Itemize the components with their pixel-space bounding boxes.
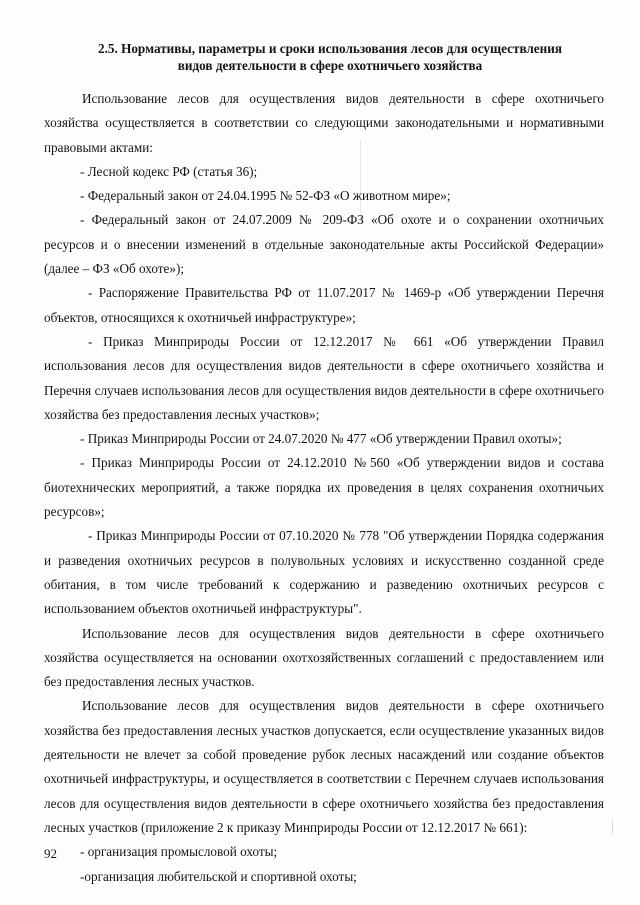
list-item-order-560: - Приказ Минприроды России от 24.12.2010 №560 «Об утверждении видов и состава биотехнических мероприятий, а также порядка их проведения в целях сохранения охотничьих ресурсов»; xyxy=(44,455,604,520)
list-item-law-209fz: - Федеральный закон от 24.07.2009 № 209-ФЗ «Об охоте и о сохранении охотничьих ресурсов и о внесении изменений в отдельные законодательные акты Российской Федерации» (далее – ФЗ «Об охоте»); xyxy=(44,212,604,277)
scan-artifact xyxy=(612,820,613,834)
list-item-order-661: - Приказ Минприроды России от 12.12.2017 № 661 «Об утверждении Правил использования лесов для осуществления видов деятельности в сфере охотничьего хозяйства и Перечня случаев использования лесов для осуществления видов деятельности в сфере охотничьего хозяйства без предоставления лесных участков»; xyxy=(44,333,604,422)
list-item-commercial-hunting: - организация промысловой охоты; xyxy=(80,844,278,860)
list-item-forest-code: - Лесной кодекс РФ (статья 36); xyxy=(80,163,258,179)
list-item-law-52fz: - Федеральный закон от 24.04.1995 № 52-ФЗ «О животном мире»; xyxy=(80,188,451,204)
scan-artifact xyxy=(360,140,361,220)
document-body xyxy=(44,87,604,889)
list-item-amateur-hunting: -организация любительской и спортивной охоты; xyxy=(80,868,357,884)
paragraph-without-plots: Использование лесов для осуществления видов деятельности в сфере охотничьего хозяйства без предоставления лесных участков допускается, если осуществление указанных видов деятельности не влечет за собой проведение рубок лесных насаждений или создание объектов охотничьей инфраструктуры, и осуществляется в соответствии с Перечнем случаев использования лесов для осуществления видов деятельности в сфере охотничьего хозяйства без предоставления лесных участков (приложение 2 к приказу Минприроды России от 12.12.2017 № 661): xyxy=(44,698,604,835)
page-number: 92 xyxy=(44,846,57,861)
list-item-order-477: - Приказ Минприроды России от 24.07.2020 № 477 «Об утверждении Правил охоты»; xyxy=(80,431,562,447)
section-heading-line-1: 2.5. Нормативы, параметры и сроки использования лесов для осуществления xyxy=(98,41,562,56)
list-item-order-1469r: - Распоряжение Правительства РФ от 11.07.2017 № 1469-р «Об утверждении Перечня объектов, относящихся к охотничьей инфраструктуре»; xyxy=(44,285,604,325)
paragraph-hunting-agreements: Использование лесов для осуществления видов деятельности в сфере охотничьего хозяйства осуществляется на основании охотхозяйственных соглашений с предоставлением или без предоставления лесных участков. xyxy=(44,625,604,690)
section-heading-line-2: видов деятельности в сфере охотничьего хозяйства xyxy=(177,58,483,73)
list-item-order-778: - Приказ Минприроды России от 07.10.2020 № 778 "Об утверждении Порядка содержания и разведения охотничьих ресурсов в полувольных условиях и искусственно созданной среде обитания, в том числе требований к содержанию и разведению охотничьих ресурсов с использованием объектов охотничьей инфраструктуры". xyxy=(44,528,604,617)
paragraph-intro: Использование лесов для осуществления видов деятельности в сфере охотничьего хозяйства осуществляется в соответствии со следующими законодательными и нормативными правовыми актами: xyxy=(44,91,604,155)
section-heading xyxy=(60,40,600,74)
